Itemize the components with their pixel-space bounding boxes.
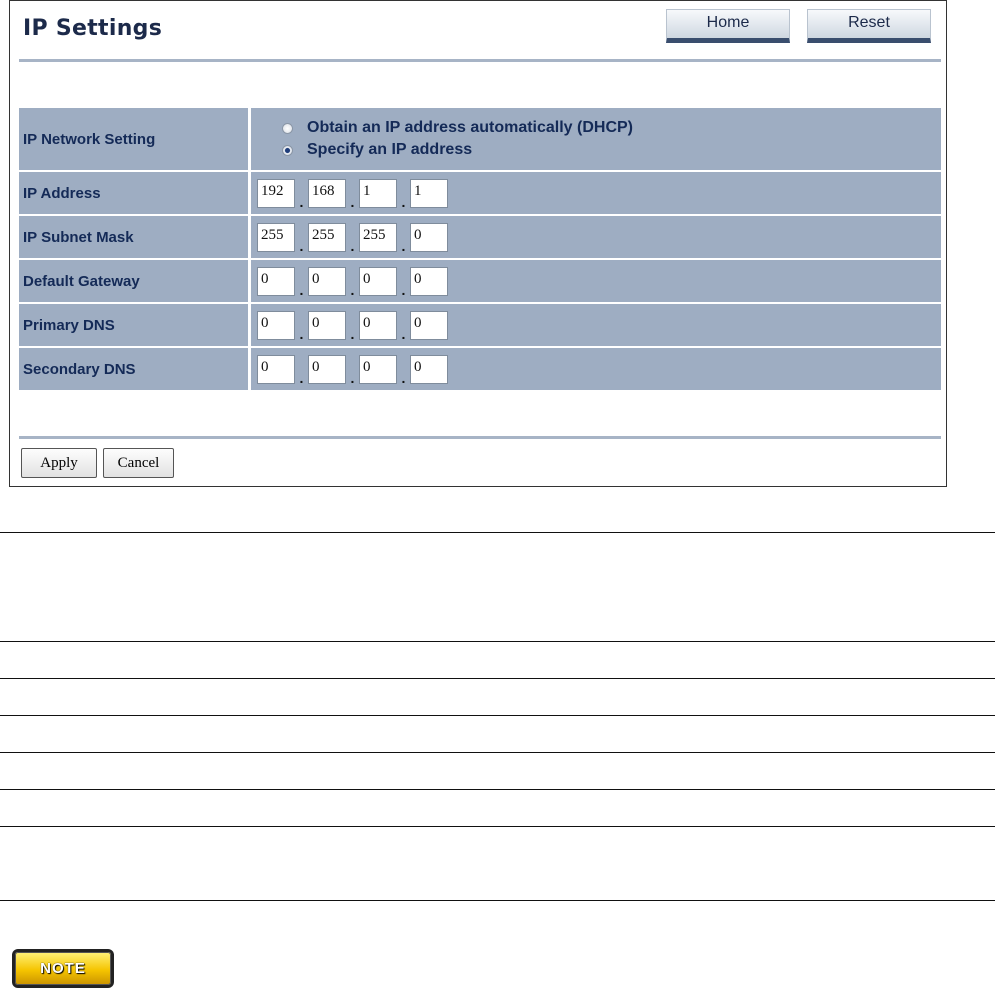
static-ip-radio[interactable] <box>282 145 293 156</box>
network-setting-label: IP Network Setting <box>19 108 248 170</box>
secondary-dns-row <box>19 348 941 390</box>
primary-dns-octet-1[interactable]: 0 <box>257 311 295 340</box>
default-gateway-octet-2[interactable]: 0 <box>308 267 346 296</box>
manual-table-line <box>0 900 995 901</box>
home-button[interactable]: Home <box>666 9 790 43</box>
ip-address-row <box>19 172 941 214</box>
default-gateway-inputs: 0 . 0 . 0 . 0 <box>251 260 941 302</box>
default-gateway-octet-4[interactable]: 0 <box>410 267 448 296</box>
subnet-mask-row <box>19 216 941 258</box>
primary-dns-octet-2[interactable]: 0 <box>308 311 346 340</box>
cancel-button[interactable]: Cancel <box>103 448 174 478</box>
secondary-dns-octet-3[interactable]: 0 <box>359 355 397 384</box>
secondary-dns-octet-2[interactable]: 0 <box>308 355 346 384</box>
ip-address-label: IP Address <box>19 172 248 214</box>
dhcp-option[interactable] <box>282 119 633 137</box>
primary-dns-row <box>19 304 941 346</box>
apply-button[interactable]: Apply <box>21 448 97 478</box>
manual-table-line <box>0 641 995 642</box>
footer-divider <box>19 436 941 439</box>
dhcp-option-label: Obtain an IP address automatically (DHCP) <box>307 119 634 136</box>
manual-table-line <box>0 752 995 753</box>
note-label: NOTE <box>40 960 86 977</box>
default-gateway-row <box>19 260 941 302</box>
default-gateway-octet-3[interactable]: 0 <box>359 267 397 296</box>
settings-table <box>19 108 941 392</box>
subnet-mask-inputs: 255 . 255 . 255 . 0 <box>251 216 941 258</box>
primary-dns-octet-4[interactable]: 0 <box>410 311 448 340</box>
static-ip-option[interactable] <box>282 141 633 159</box>
secondary-dns-octet-4[interactable]: 0 <box>410 355 448 384</box>
manual-table-line <box>0 826 995 827</box>
static-ip-option-label: Specify an IP address <box>307 141 473 158</box>
note-badge <box>15 952 111 985</box>
dhcp-radio[interactable] <box>282 123 293 134</box>
subnet-mask-octet-2[interactable]: 255 <box>308 223 346 252</box>
default-gateway-label: Default Gateway <box>19 260 248 302</box>
secondary-dns-label: Secondary DNS <box>19 348 248 390</box>
subnet-mask-octet-1[interactable]: 255 <box>257 223 295 252</box>
ip-address-inputs: 192 . 168 . 1 . 1 <box>251 172 941 214</box>
primary-dns-label: Primary DNS <box>19 304 248 346</box>
subnet-mask-octet-3[interactable]: 255 <box>359 223 397 252</box>
ip-address-octet-3[interactable]: 1 <box>359 179 397 208</box>
page-title: IP Settings <box>23 16 163 41</box>
manual-table-line <box>0 715 995 716</box>
manual-table-line <box>0 532 995 533</box>
secondary-dns-octet-1[interactable]: 0 <box>257 355 295 384</box>
header-divider <box>19 59 941 62</box>
reset-button[interactable]: Reset <box>807 9 931 43</box>
ip-address-octet-2[interactable]: 168 <box>308 179 346 208</box>
secondary-dns-inputs: 0 . 0 . 0 . 0 <box>251 348 941 390</box>
default-gateway-octet-1[interactable]: 0 <box>257 267 295 296</box>
primary-dns-octet-3[interactable]: 0 <box>359 311 397 340</box>
network-setting-options <box>251 108 941 170</box>
manual-table-line <box>0 678 995 679</box>
ip-address-octet-4[interactable]: 1 <box>410 179 448 208</box>
primary-dns-inputs: 0 . 0 . 0 . 0 <box>251 304 941 346</box>
subnet-mask-label: IP Subnet Mask <box>19 216 248 258</box>
subnet-mask-octet-4[interactable]: 0 <box>410 223 448 252</box>
ip-address-octet-1[interactable]: 192 <box>257 179 295 208</box>
manual-table-line <box>0 789 995 790</box>
network-setting-row <box>19 108 941 170</box>
screenshot-frame <box>9 0 947 487</box>
